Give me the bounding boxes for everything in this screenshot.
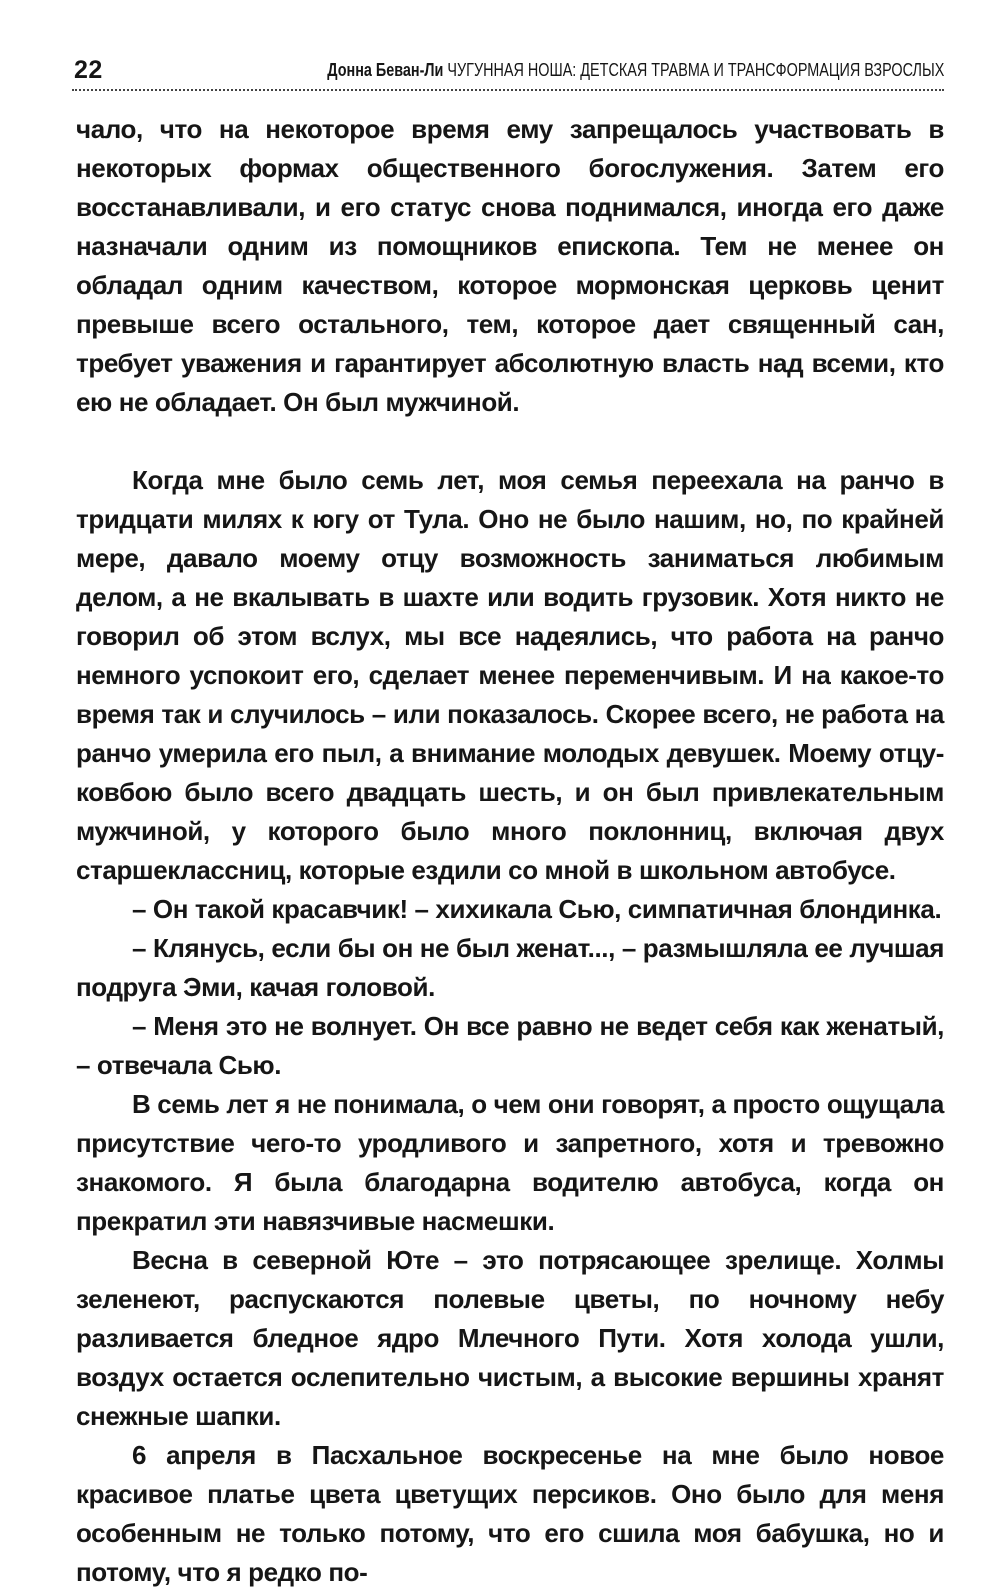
running-head — [327, 60, 944, 81]
author-name: Донна Беван-Ли — [326, 60, 444, 80]
body-text — [76, 110, 944, 1592]
page-number: 22 — [74, 56, 103, 84]
running-header — [72, 48, 944, 92]
paragraph: В семь лет я не понимала, о чем они говорят, а просто ощущала присутствие чего-то уродливого и запретного, хотя и тревожно знакомого. Я была благодарна водителю автобуса, когда он прекратил эти навязчивые насмешки. — [76, 1089, 944, 1236]
dialogue-line: – Он такой красавчик! – хихикала Сью, симпатичная блондинка. — [132, 894, 942, 924]
header-dotted-rule — [72, 89, 944, 91]
dialogue-line: – Клянусь, если бы он не был женат..., – размышляла ее лучшая подруга Эми, качая головой. — [76, 933, 944, 1002]
paragraph: чало, что на некоторое время ему запрещалось участвовать в некоторых формах общественного богослужения. Затем его восстанавливали, и его статус снова поднимался, иногда его даже назначали одним из помощников епископа. Тем не менее он обладал одним качеством, которое мормонская церковь ценит превыше всего остального, тем, которое дает священный сан, требует уважения и гарантирует абсолютную власть над всеми, кто ею не обладает. Он был мужчиной. — [76, 114, 944, 417]
paragraph: 6 апреля в Пасхальное воскресенье на мне было новое красивое платье цвета цветущих персиков. Оно было для меня особенным не только потому, что его сшила моя бабушка, но и потому, что я редко по- — [76, 1440, 944, 1587]
dialogue-line: – Меня это не волнует. Он все равно не ведет себя как женатый, – отвечала Сью. — [76, 1011, 944, 1080]
book-title: ЧУГУННАЯ НОША: ДЕТСКАЯ ТРАВМА И ТРАНСФОРМАЦИЯ ВЗРОСЛЫХ — [447, 60, 944, 80]
paragraph: Когда мне было семь лет, моя семья переехала на ранчо в тридцати милях к югу от Тула. Оно не было нашим, но, по крайней мере, давало моему отцу возможность заниматься любимым делом, а не вкалывать в шахте или водить грузовик. Хотя никто не говорил об этом вслух, мы все надеялись, что работа на ранчо немного успокоит его, сделает менее переменчивым. И на какое-то время так и случилось – или показалось. Скорее всего, не работа на ранчо умерила его пыл, а внимание молодых девушек. Моему отцу-ковбою было всего двадцать шесть, и он был привлекательным мужчиной, у которого было много поклонниц, включая двух старшеклассниц, которые ездили со мной в школьном автобусе. — [76, 465, 944, 885]
paragraph: Весна в северной Юте – это потрясающее зрелище. Холмы зеленеют, распускаются полевые цветы, по ночному небу разливается бледное ядро Млечного Пути. Хотя холода ушли, воздух остается ослепительно чистым, а высокие вершины хранят снежные шапки. — [76, 1245, 944, 1431]
